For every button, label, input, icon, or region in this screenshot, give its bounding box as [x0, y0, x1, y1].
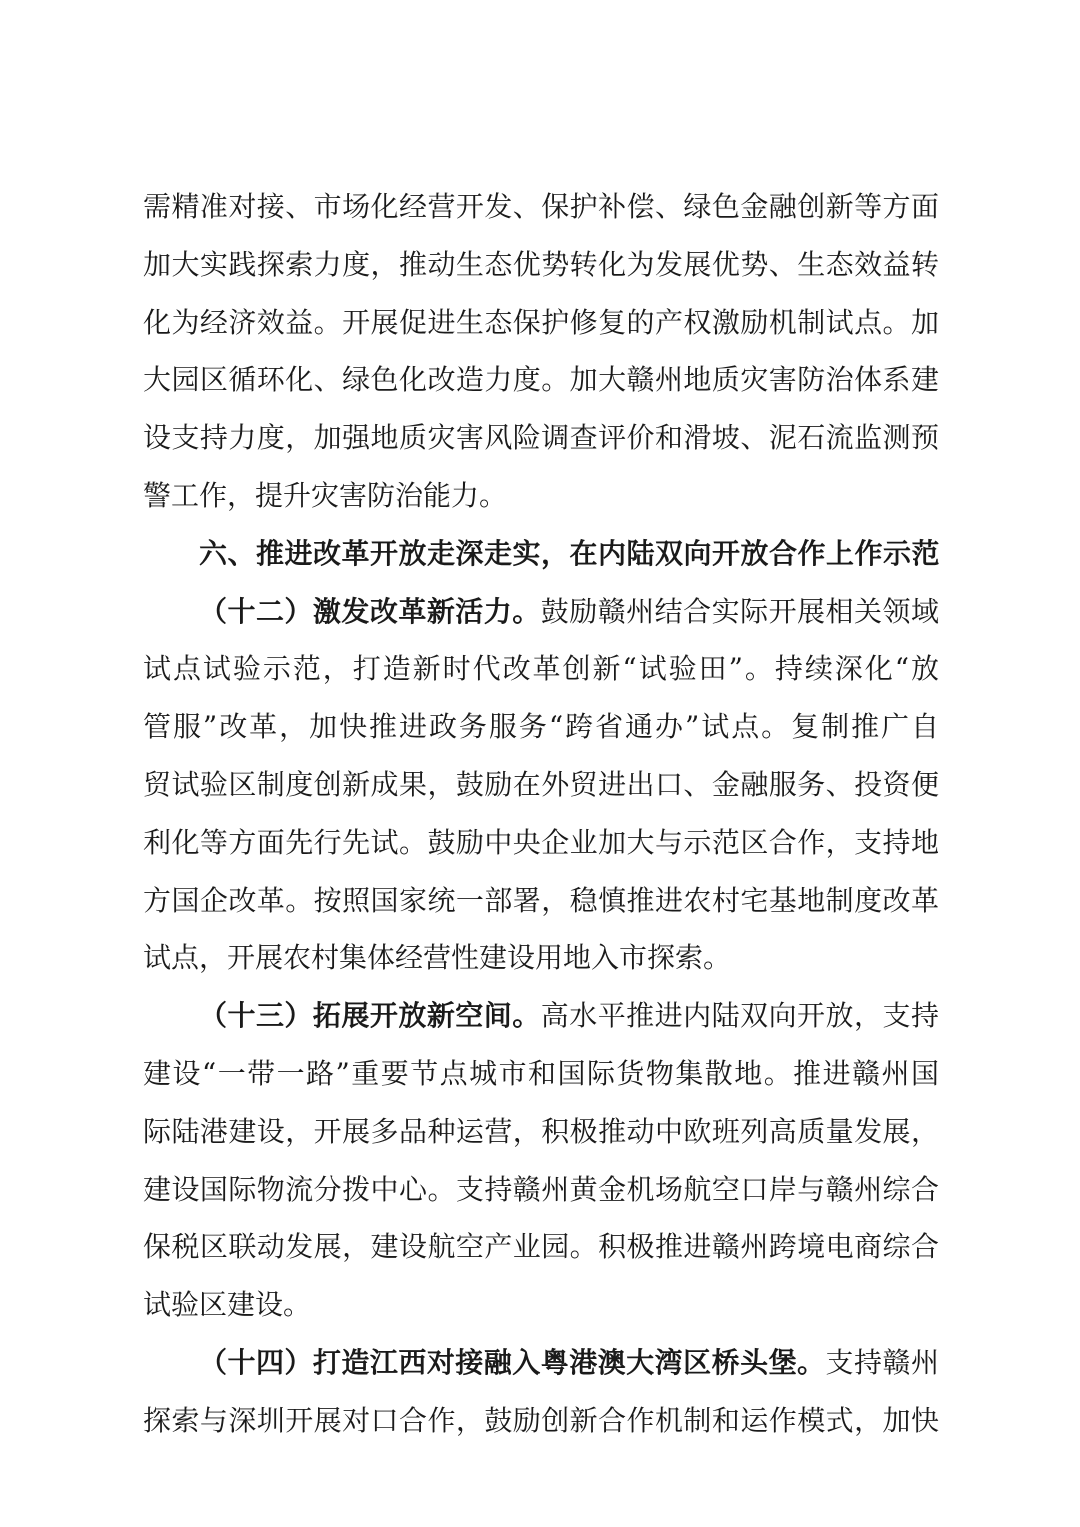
text-line	[143, 987, 939, 1045]
text-line: 建设国际物流分拨中心。支持赣州黄金机场航空口岸与赣州综合	[143, 1172, 939, 1206]
text-line: 贸试验区制度创新成果，鼓励在外贸进出口、金融服务、投资便	[143, 767, 939, 801]
text-line: 保税区联动发展，建设航空产业园。积极推进赣州跨境电商综合	[143, 1230, 939, 1264]
text-line	[143, 583, 939, 641]
text-line: 加大实践探索力度，推动生态优势转化为发展优势、生态效益转	[143, 247, 939, 281]
item-title: （十四）打造江西对接融入粤港澳大湾区桥头堡。	[199, 1345, 826, 1379]
paragraph-item-13	[143, 987, 939, 1334]
text-line: 管服”改革，加快推进政务服务“跨省通办”试点。复制推广自	[143, 710, 939, 744]
text-line: 方国企改革。按照国家统一部署，稳慎推进农村宅基地制度改革	[143, 883, 939, 917]
item-title: （十二）激发改革新活力。	[199, 594, 541, 628]
text-line: 利化等方面先行先试。鼓励中央企业加大与示范区合作，支持地	[143, 825, 939, 859]
text-line: 建设“一带一路”重要节点城市和国际货物集散地。推进赣州国	[143, 1056, 939, 1090]
text-line: 设支持力度，加强地质灾害风险调查评价和滑坡、泥石流监测预	[143, 421, 939, 455]
paragraph-ecology	[143, 178, 939, 525]
text-line: 试点试验示范，打造新时代改革创新“试验田”。持续深化“放	[143, 652, 939, 686]
text-line: 需精准对接、市场化经营开发、保护补偿、绿色金融创新等方面	[143, 190, 939, 223]
paragraph-item-12	[143, 583, 939, 988]
item-text: 支持赣州	[825, 1345, 939, 1379]
item-text: 鼓励赣州结合实际开展相关领域	[540, 594, 939, 628]
text-line	[143, 1334, 939, 1392]
text-line: 试验区建设。	[143, 1288, 312, 1322]
text-line: 探索与深圳开展对口合作，鼓励创新合作机制和运作模式，加快	[143, 1403, 939, 1437]
text-line: 大园区循环化、绿色化改造力度。加大赣州地质灾害防治体系建	[143, 363, 939, 397]
item-title: （十三）拓展开放新空间。	[199, 999, 541, 1033]
text-line: 警工作，提升灾害防治能力。	[143, 478, 508, 512]
item-text: 高水平推进内陆双向开放，支持	[540, 999, 939, 1033]
text-line: 试点，开展农村集体经营性建设用地入市探索。	[143, 941, 732, 975]
text-line: 际陆港建设，开展多品种运营，积极推动中欧班列高质量发展，	[143, 1114, 939, 1148]
text-line: 化为经济效益。开展促进生态保护修复的产权激励机制试点。加	[143, 305, 939, 339]
document-body	[143, 178, 939, 1450]
section-heading: 六、推进改革开放走深走实，在内陆双向开放合作上作示范	[199, 536, 941, 570]
paragraph-item-14	[143, 1334, 939, 1450]
